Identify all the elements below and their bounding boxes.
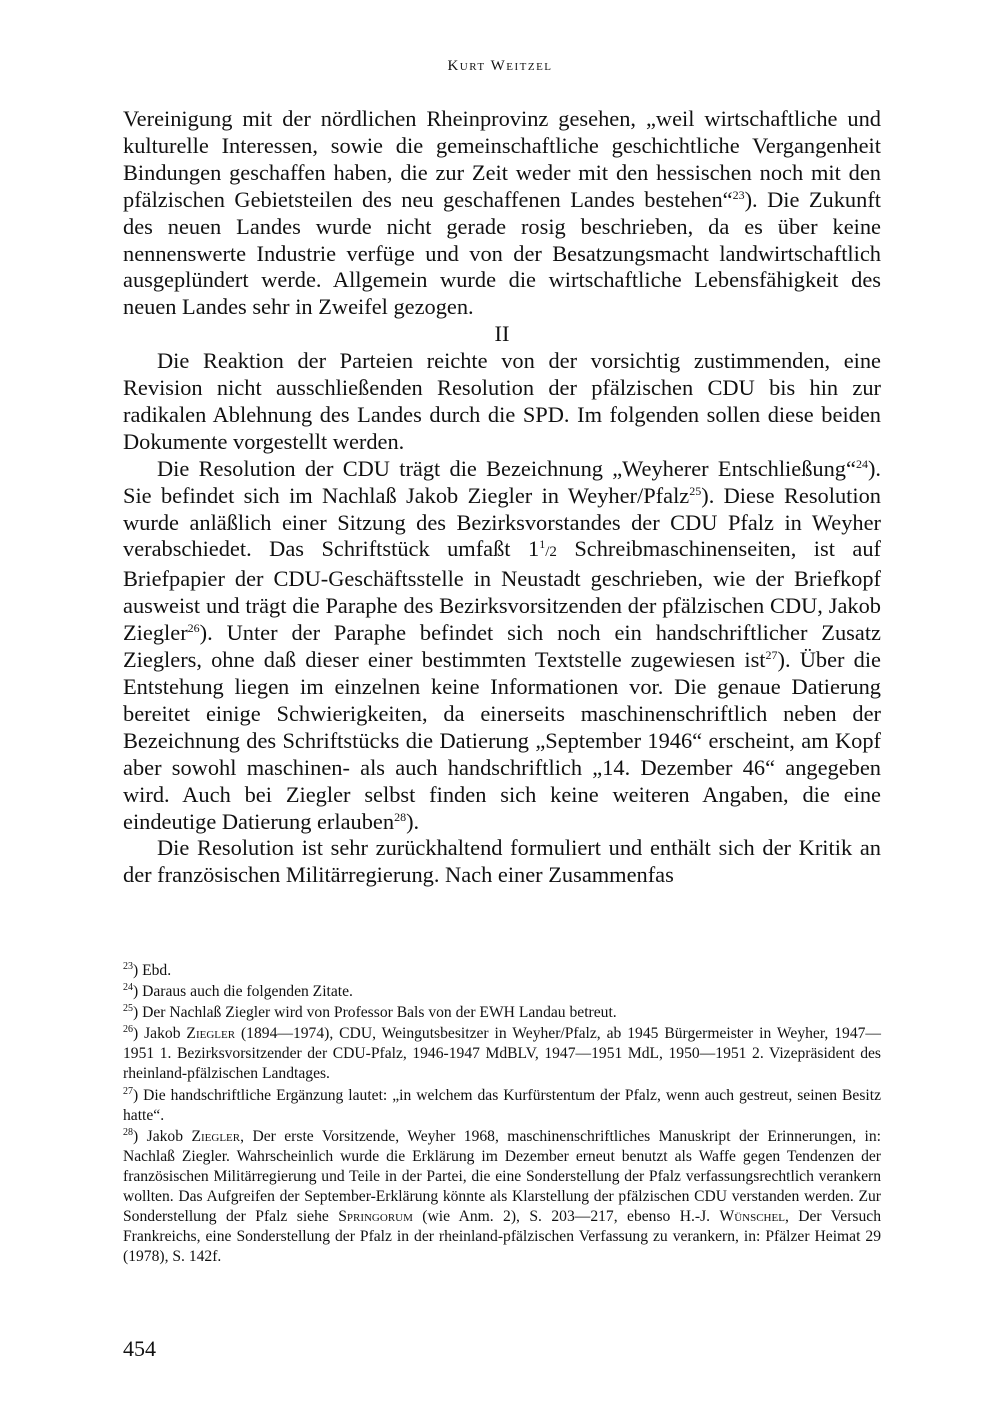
footnote-text: ) Der Nachlaß Ziegler wird von Professor Bals von der EWH Landau betreut.: [133, 1004, 617, 1022]
footnotes: [123, 961, 881, 1268]
text-run: Vereinigung mit der nördlichen Rheinprovinz gesehen, „weil wirtschaftliche und kulturelle Interessen, sowie die gemeinschaftliche geschichtliche Vergangenheit Bindungen geschaffen haben, die zur Zeit weder mit den hessischen noch mit den pfälzischen Gebietsteilen des neu geschaffenen Landes bestehen“: [123, 106, 881, 212]
text-run: Die Resolution der CDU trägt die Bezeichnung „Weyherer Entschließung“: [157, 455, 856, 481]
text-run: Schreibmaschinenseiten, ist auf Briefpapier der CDU-Geschäftsstelle in Neustadt geschrieben, wie der Briefkopf ausweist und trägt die Paraphe des Bezirksvorsitzenden der pfälzischen CDU, Jakob Ziegler: [123, 536, 881, 646]
footnote-24: [123, 982, 881, 1002]
main-text: [123, 106, 881, 889]
footnote-28: [123, 1127, 881, 1268]
footnote-23: [123, 961, 881, 981]
footnote-text: ) Die handschriftliche Ergänzung lautet: „in welchem das Kurfürstentum der Pfalz, wenn auch gestreut, seinen Besitz hatte“.: [123, 1086, 881, 1124]
footnote-ref-28: 28: [394, 809, 407, 824]
footnote-text: ) Jakob: [133, 1025, 187, 1043]
footnote-ref-26: 26: [187, 621, 200, 636]
fraction-numerator: 1: [539, 537, 546, 552]
footnote-text: (wie Anm. 2), S. 203—217, ebenso H.-J.: [412, 1208, 720, 1226]
footnote-number: 24: [123, 982, 133, 994]
text-run: ). Sie befindet sich im Nachlaß Jakob Ziegler in Weyher/Pfalz: [123, 455, 881, 508]
footnote-ref-23: 23: [732, 187, 745, 202]
footnote-text: (1894—1974), CDU, Weingutsbesitzer in Weyher/Pfalz, ab 1945 Bürgermeister in Weyher, 1947—1951 1. Bezirksvorsitzender der CDU-Pfalz, 1946-1947 MdBLV, 1947—1951 MdL, 1950—1951 2. Vizepräsident des rheinland-pfälzischen Landtages.: [123, 1025, 882, 1083]
footnote-number: 27: [123, 1085, 133, 1097]
author-name: Ziegler: [191, 1127, 241, 1145]
running-head: Kurt Weitzel: [447, 58, 553, 74]
text-run: ). Über die Entstehung liegen im einzelnen keine Informationen vor. Die genaue Datierung bereitet einige Schwierigkeiten, da einerseits maschinenschriftlich neben der Bezeichnung des Schriftstücks die Datierung „September 1946“ erscheint, am Kopf aber sowohl maschinen- als auch handschriftlich „14. Dezember 46“ angegeben wird. Auch bei Ziegler selbst finden sich keine weiteren Angaben, die eine eindeutige Datierung erlauben: [123, 647, 881, 834]
footnote-26: [123, 1024, 881, 1084]
text-run: ). Diese Resolution wurde anläßlich einer Sitzung des Bezirksvorstandes der CDU Pfalz in Weyher verabschiedet. Das Schriftstück umfaßt 1: [123, 482, 881, 562]
footnote-text: , Der Versuch Frankreichs, eine Sonderstellung der Pfalz in der rheinland-pfälzischen Verfassung zu verankern, in: Pfälzer Heimat 29 (1978), S. 142f.: [123, 1208, 881, 1266]
footnote-number: 28: [123, 1126, 133, 1138]
footnote-number: 26: [123, 1024, 133, 1036]
section-heading: II: [494, 321, 510, 347]
footnote-text: ) Ebd.: [133, 962, 172, 979]
footnote-number: 25: [123, 1003, 133, 1015]
footnote-25: [123, 1003, 881, 1023]
author-name: Wünschel: [719, 1208, 785, 1226]
text-run: ). Die Zukunft des neuen Landes wurde nicht gerade rosig beschrieben, da es über keine nennenswerte Industrie verfüge und von der Besatzungsmacht landwirtschaftlich ausgeplündert werde. Allgemein wurde die wirtschaftliche Lebensfähigkeit des neuen Landes sehr in Zweifel gezogen.: [123, 186, 881, 320]
paragraph-4: Die Resolution ist sehr zurückhaltend formuliert und enthält sich der Kritik an der französischen Militärregierung. Nach einer Zusammenfas: [123, 835, 881, 888]
footnote-text: ) Daraus auch die folgenden Zitate.: [133, 983, 353, 1001]
footnote-text: ) Jakob: [133, 1127, 192, 1145]
paragraph-3: [123, 456, 881, 836]
footnote-number: 23: [123, 961, 133, 972]
paragraph-2: Die Reaktion der Parteien reichte von der vorsichtig zustimmenden, eine Revision nicht ausschließenden Resolution der pfälzischen CDU bis hin zur radikalen Ablehnung des Landes durch die SPD. Im folgenden sollen diese beiden Dokumente vorgestellt werden.: [123, 348, 881, 454]
text-run: ).: [406, 808, 420, 834]
page-number: 454: [123, 1336, 156, 1361]
footnote-text: , Der erste Vorsitzende, Weyher 1968, maschinenschriftliches Manuskript der Erinnerungen, in: Nachlaß Ziegler. Wahrscheinlich wurde die Erklärung im Dezember erneut benutzt als Waffe gegen Tendenzen der französischen Militärregierung und Teile in der Partei, die eine Sonderstellung der Pfalz verfassungsrechtlich verankern wollten. Das Aufgreifen der September-Erklärung könnte als Klarstellung der pfälzischen CDU verstanden werden. Zur Sonderstellung der Pfalz siehe: [123, 1127, 882, 1226]
author-name: Ziegler: [186, 1025, 236, 1043]
text-run: ). Unter der Paraphe befindet sich noch ein handschriftlicher Zusatz Zieglers, ohne daß dieser einer bestimmten Textstelle zugewiesen ist: [123, 620, 881, 673]
author-name: Springorum: [338, 1208, 413, 1226]
footnote-ref-27: 27: [765, 648, 778, 663]
paragraph-1: [123, 106, 881, 321]
footnote-ref-24: 24: [855, 456, 868, 471]
fraction-denominator: /2: [545, 544, 557, 561]
footnote-27: [123, 1086, 881, 1126]
footnote-ref-25: 25: [689, 483, 702, 498]
